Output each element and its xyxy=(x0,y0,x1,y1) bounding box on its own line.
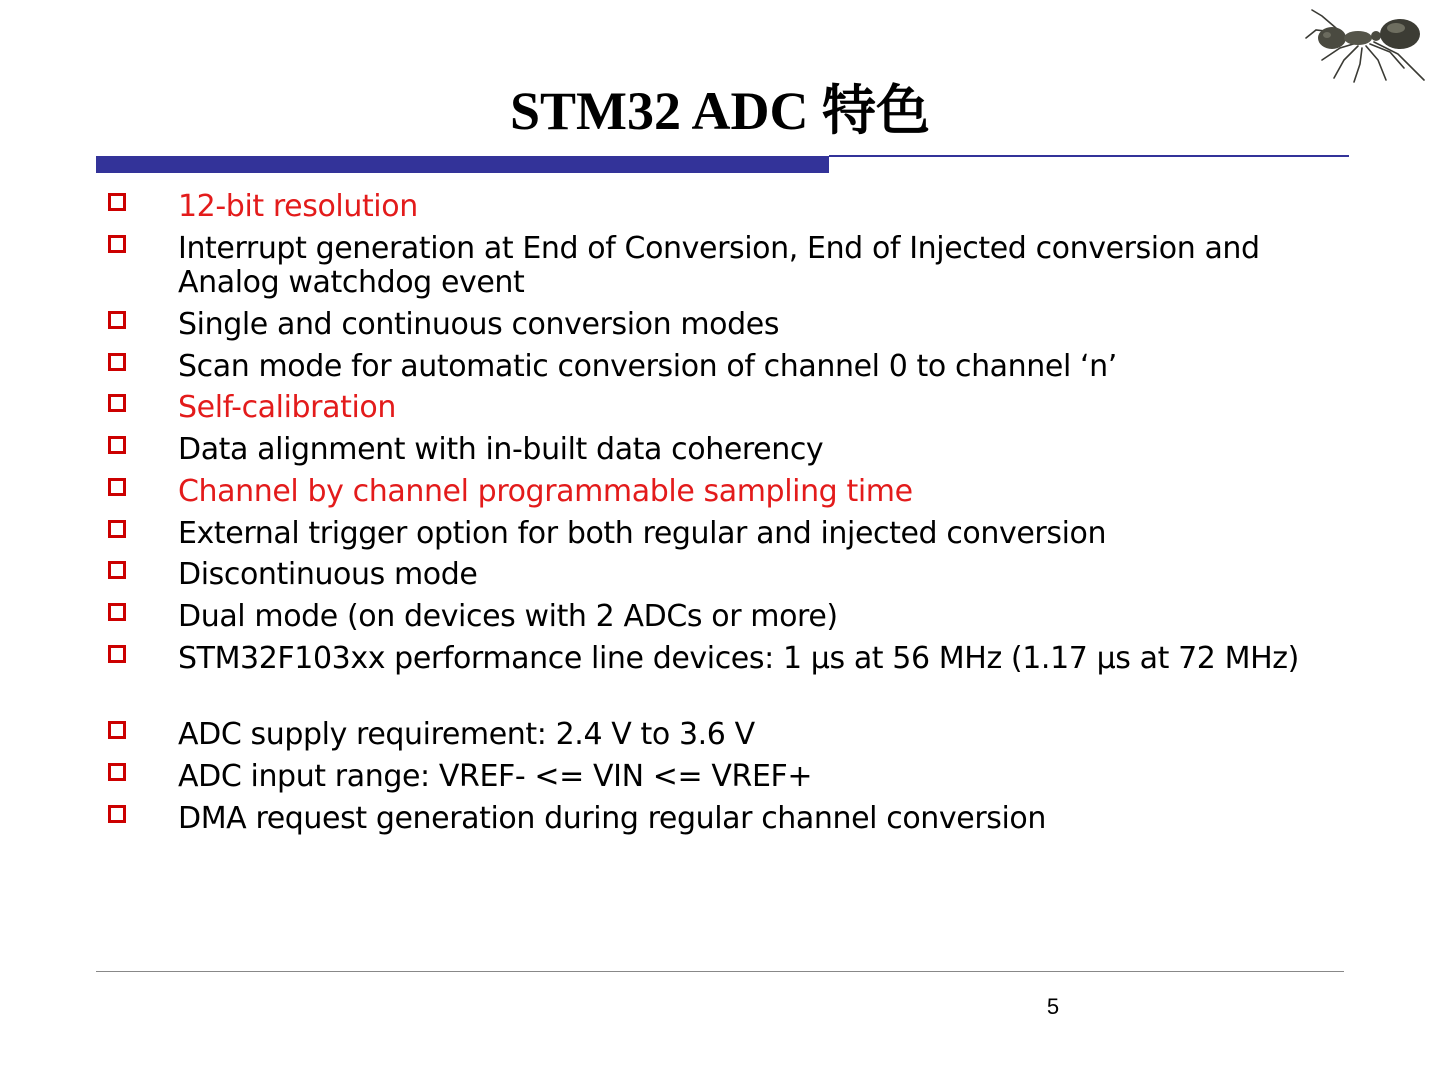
square-bullet-icon xyxy=(108,561,126,579)
ant-icon xyxy=(1300,8,1432,84)
list-item-text: Self-calibration xyxy=(178,390,396,425)
list-item-text: DMA request generation during regular channel conversion xyxy=(178,801,1046,836)
square-bullet-icon xyxy=(108,603,126,621)
list-item-text: Interrupt generation at End of Conversion, End of Injected conversion and Analog watchdog event xyxy=(178,231,1260,300)
square-bullet-icon xyxy=(108,805,126,823)
square-bullet-icon xyxy=(108,193,126,211)
square-bullet-icon xyxy=(108,235,126,253)
list-item-text: Data alignment with in-built data coherency xyxy=(178,432,824,467)
list-item-text: ADC supply requirement: 2.4 V to 3.6 V xyxy=(178,717,755,752)
footer-divider xyxy=(96,971,1344,972)
square-bullet-icon xyxy=(108,763,126,781)
square-bullet-icon xyxy=(108,436,126,454)
list-item-text: STM32F103xx performance line devices: 1 μs at 56 MHz (1.17 μs at 72 MHz) xyxy=(178,641,1299,676)
list-item-text: ADC input range: VREF- <= VIN <= VREF+ xyxy=(178,759,813,794)
slide-title: STM32 ADC 特色 xyxy=(509,81,931,141)
list-item-text: Discontinuous mode xyxy=(178,557,478,592)
square-bullet-icon xyxy=(108,520,126,538)
list-item-text: Dual mode (on devices with 2 ADCs or more) xyxy=(178,599,838,634)
square-bullet-icon xyxy=(108,478,126,496)
square-bullet-icon xyxy=(108,394,126,412)
list-item-text: Channel by channel programmable sampling time xyxy=(178,474,913,509)
title-underline-thin xyxy=(829,155,1349,157)
list-item-text: Single and continuous conversion modes xyxy=(178,307,780,342)
square-bullet-icon xyxy=(108,645,126,663)
list-item-text: External trigger option for both regular and injected conversion xyxy=(178,516,1107,551)
page-number: 5 xyxy=(1046,994,1060,1019)
square-bullet-icon xyxy=(108,311,126,329)
list-item-text: 12-bit resolution xyxy=(178,189,418,224)
list-item-text: Scan mode for automatic conversion of channel 0 to channel ‘n’ xyxy=(178,349,1117,384)
square-bullet-icon xyxy=(108,353,126,371)
square-bullet-icon xyxy=(108,721,126,739)
title-underline-thick xyxy=(96,156,829,173)
